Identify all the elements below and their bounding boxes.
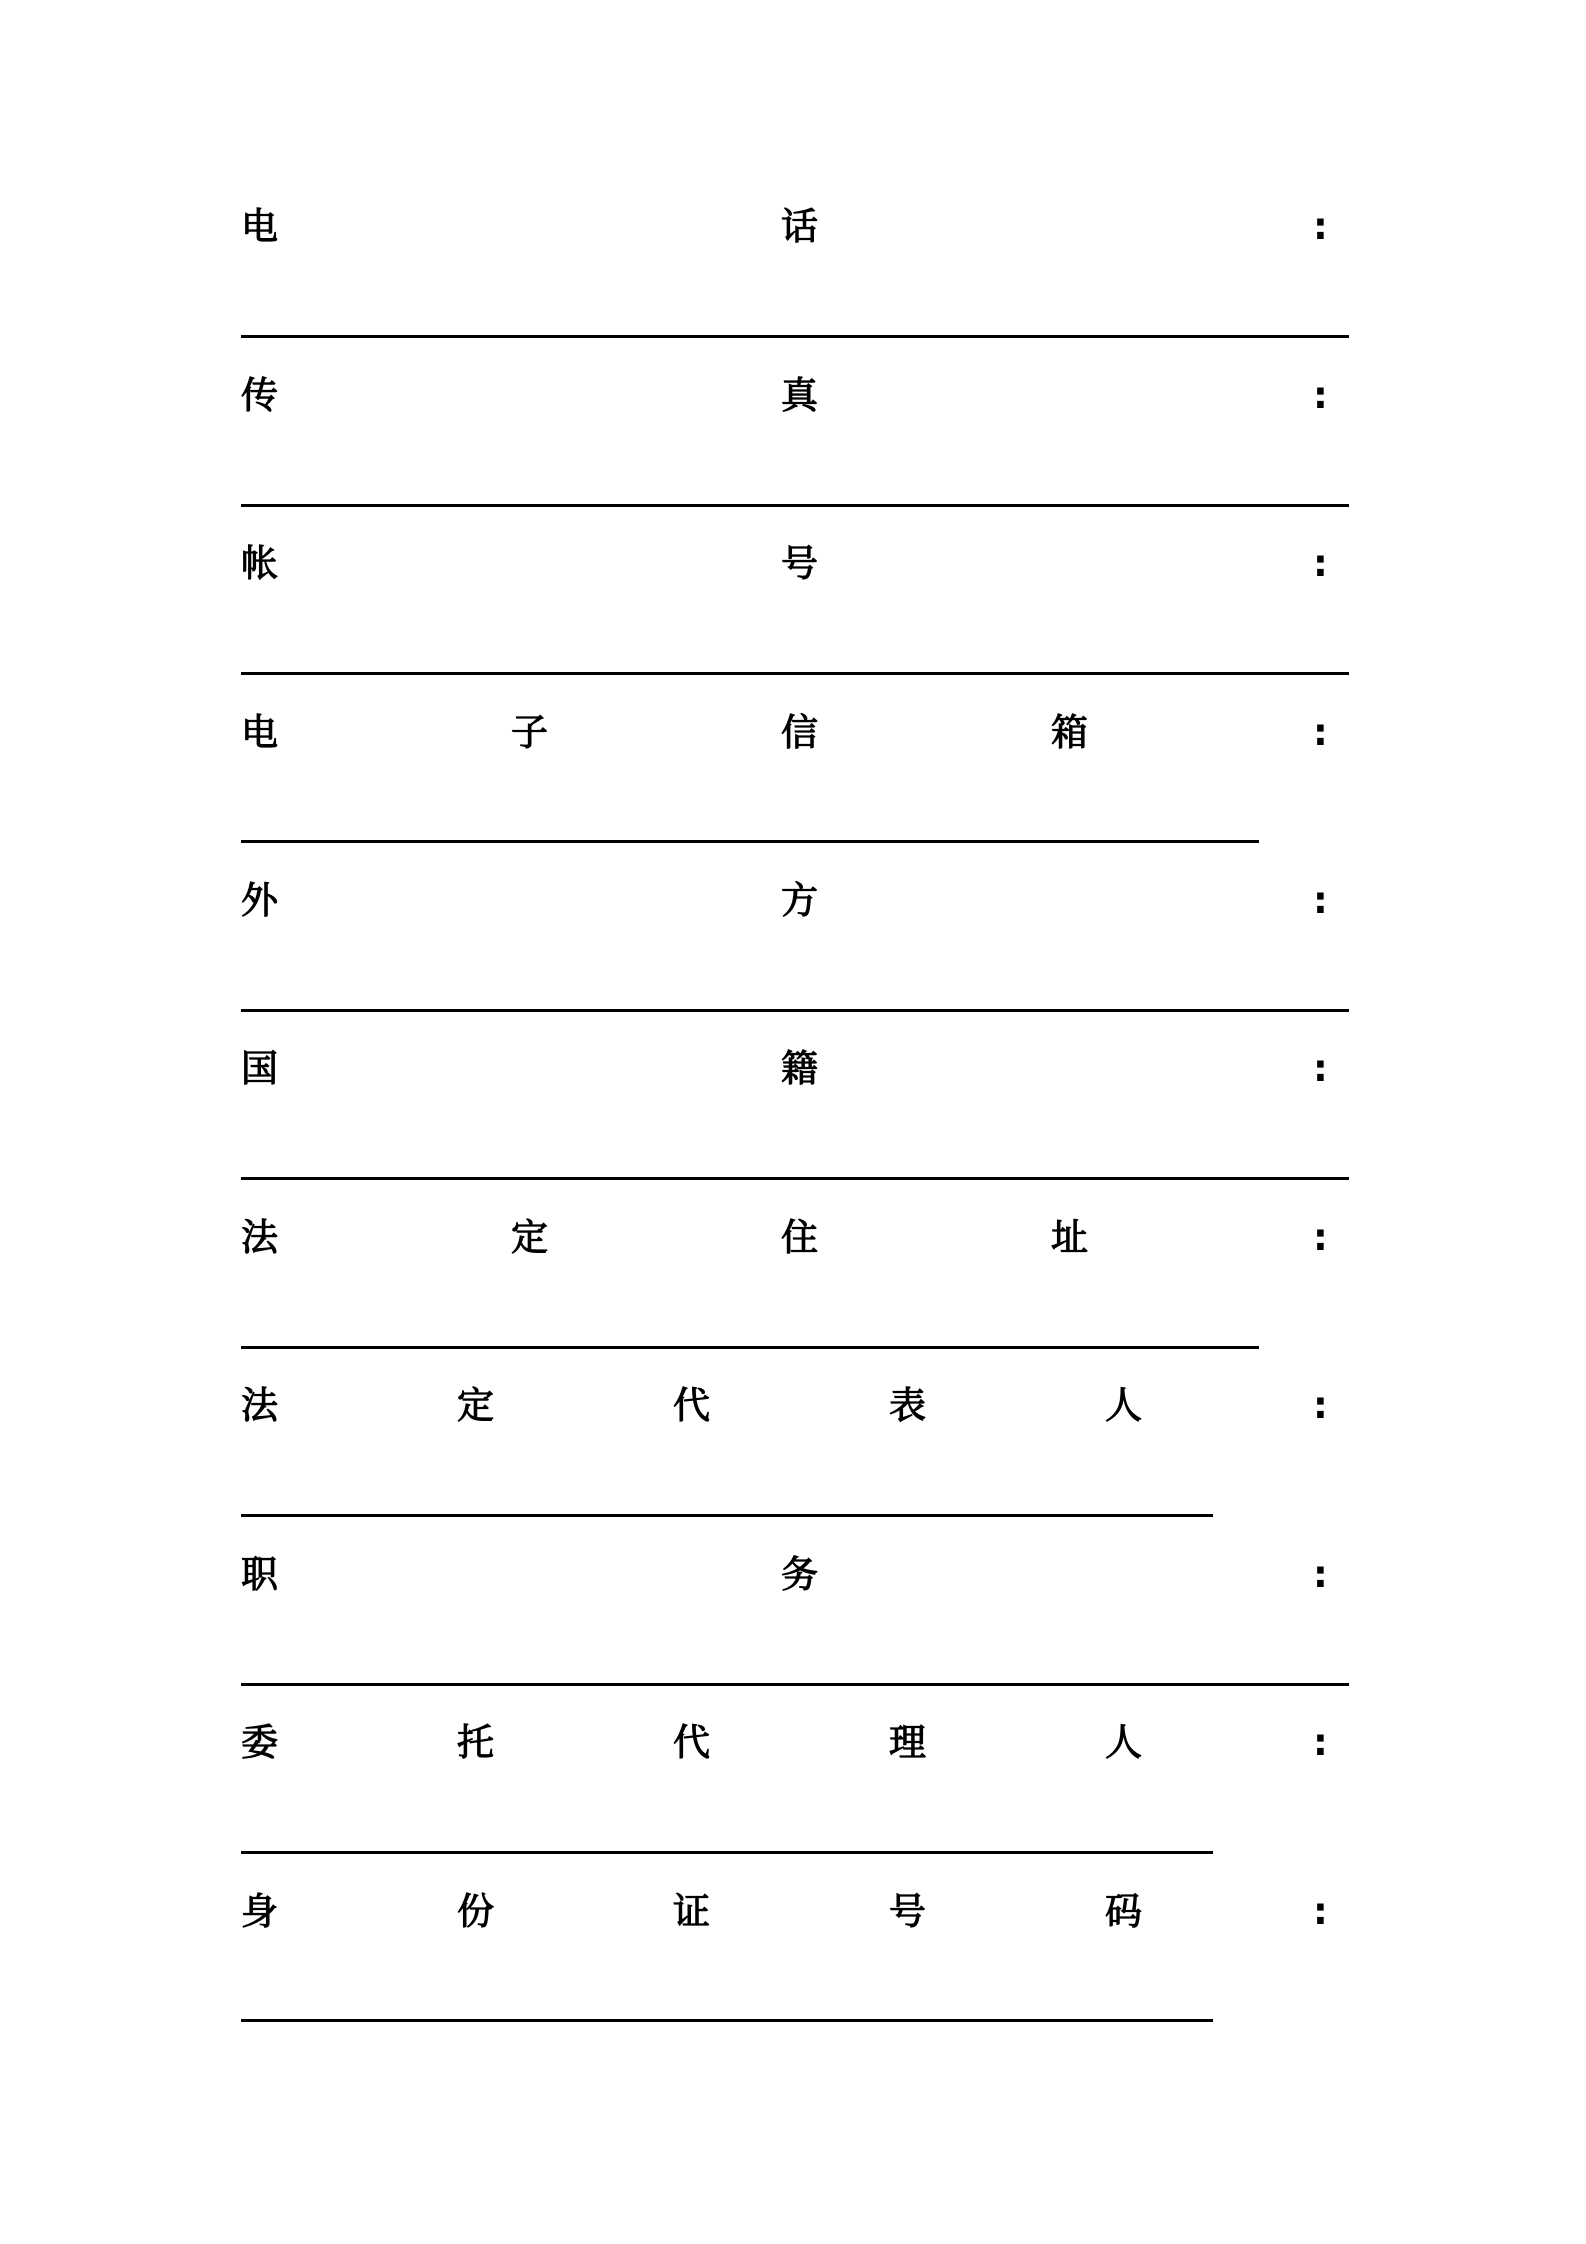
fill-in-blank-line[interactable]	[241, 335, 1349, 338]
label-char: 箱	[1051, 711, 1088, 754]
label-colon: :	[1313, 1216, 1328, 1259]
label-char: 电	[241, 711, 278, 754]
fill-in-blank-line[interactable]	[241, 504, 1349, 507]
label-char: 籍	[781, 1047, 818, 1090]
fill-in-blank-line[interactable]	[241, 1177, 1349, 1180]
field-label	[241, 1713, 1353, 1773]
fill-in-blank-line[interactable]	[241, 1346, 1259, 1349]
label-char: 话	[781, 205, 818, 248]
fill-in-blank-line[interactable]	[241, 840, 1259, 843]
label-colon: :	[1313, 879, 1328, 922]
field-label	[241, 1039, 1353, 1099]
label-char: 外	[241, 879, 278, 922]
field-label	[241, 1545, 1353, 1605]
label-char: 法	[241, 1384, 278, 1427]
label-char: 法	[241, 1216, 278, 1259]
label-char: 子	[511, 711, 548, 754]
field-label	[241, 1208, 1353, 1268]
label-colon: :	[1313, 205, 1328, 248]
label-char: 身	[241, 1890, 278, 1933]
label-char: 址	[1051, 1216, 1088, 1259]
label-colon: :	[1313, 1890, 1328, 1933]
field-label	[241, 534, 1353, 594]
label-char: 定	[457, 1384, 494, 1427]
label-char: 份	[457, 1890, 494, 1933]
fill-in-blank-line[interactable]	[241, 1851, 1213, 1854]
label-char: 表	[889, 1384, 926, 1427]
label-char: 号	[781, 542, 818, 585]
label-char: 托	[457, 1721, 494, 1764]
label-char: 人	[1105, 1384, 1142, 1427]
label-char: 代	[673, 1721, 710, 1764]
label-colon: :	[1313, 1384, 1328, 1427]
fill-in-blank-line[interactable]	[241, 672, 1349, 675]
label-char: 方	[781, 879, 818, 922]
field-label	[241, 703, 1353, 763]
field-label	[241, 1882, 1353, 1942]
label-char: 号	[889, 1890, 926, 1933]
label-colon: :	[1313, 1721, 1328, 1764]
label-char: 理	[889, 1721, 926, 1764]
label-char: 帐	[241, 542, 278, 585]
label-char: 委	[241, 1721, 278, 1764]
label-colon: :	[1313, 374, 1328, 417]
field-label	[241, 1376, 1353, 1436]
label-colon: :	[1313, 1553, 1328, 1596]
label-char: 人	[1105, 1721, 1142, 1764]
label-char: 住	[781, 1216, 818, 1259]
label-char: 代	[673, 1384, 710, 1427]
label-char: 定	[511, 1216, 548, 1259]
field-label	[241, 871, 1353, 931]
label-char: 真	[781, 374, 818, 417]
label-colon: :	[1313, 711, 1328, 754]
label-char: 电	[241, 205, 278, 248]
label-char: 国	[241, 1047, 278, 1090]
fill-in-blank-line[interactable]	[241, 1514, 1213, 1517]
label-char: 传	[241, 374, 278, 417]
label-char: 证	[673, 1890, 710, 1933]
label-char: 信	[781, 711, 818, 754]
field-label	[241, 197, 1353, 257]
label-char: 务	[781, 1553, 818, 1596]
field-label	[241, 366, 1353, 426]
label-char: 码	[1105, 1890, 1142, 1933]
fill-in-blank-line[interactable]	[241, 1683, 1349, 1686]
label-char: 职	[241, 1553, 278, 1596]
label-colon: :	[1313, 1047, 1328, 1090]
label-colon: :	[1313, 542, 1328, 585]
fill-in-blank-line[interactable]	[241, 1009, 1349, 1012]
fill-in-blank-line[interactable]	[241, 2019, 1213, 2022]
